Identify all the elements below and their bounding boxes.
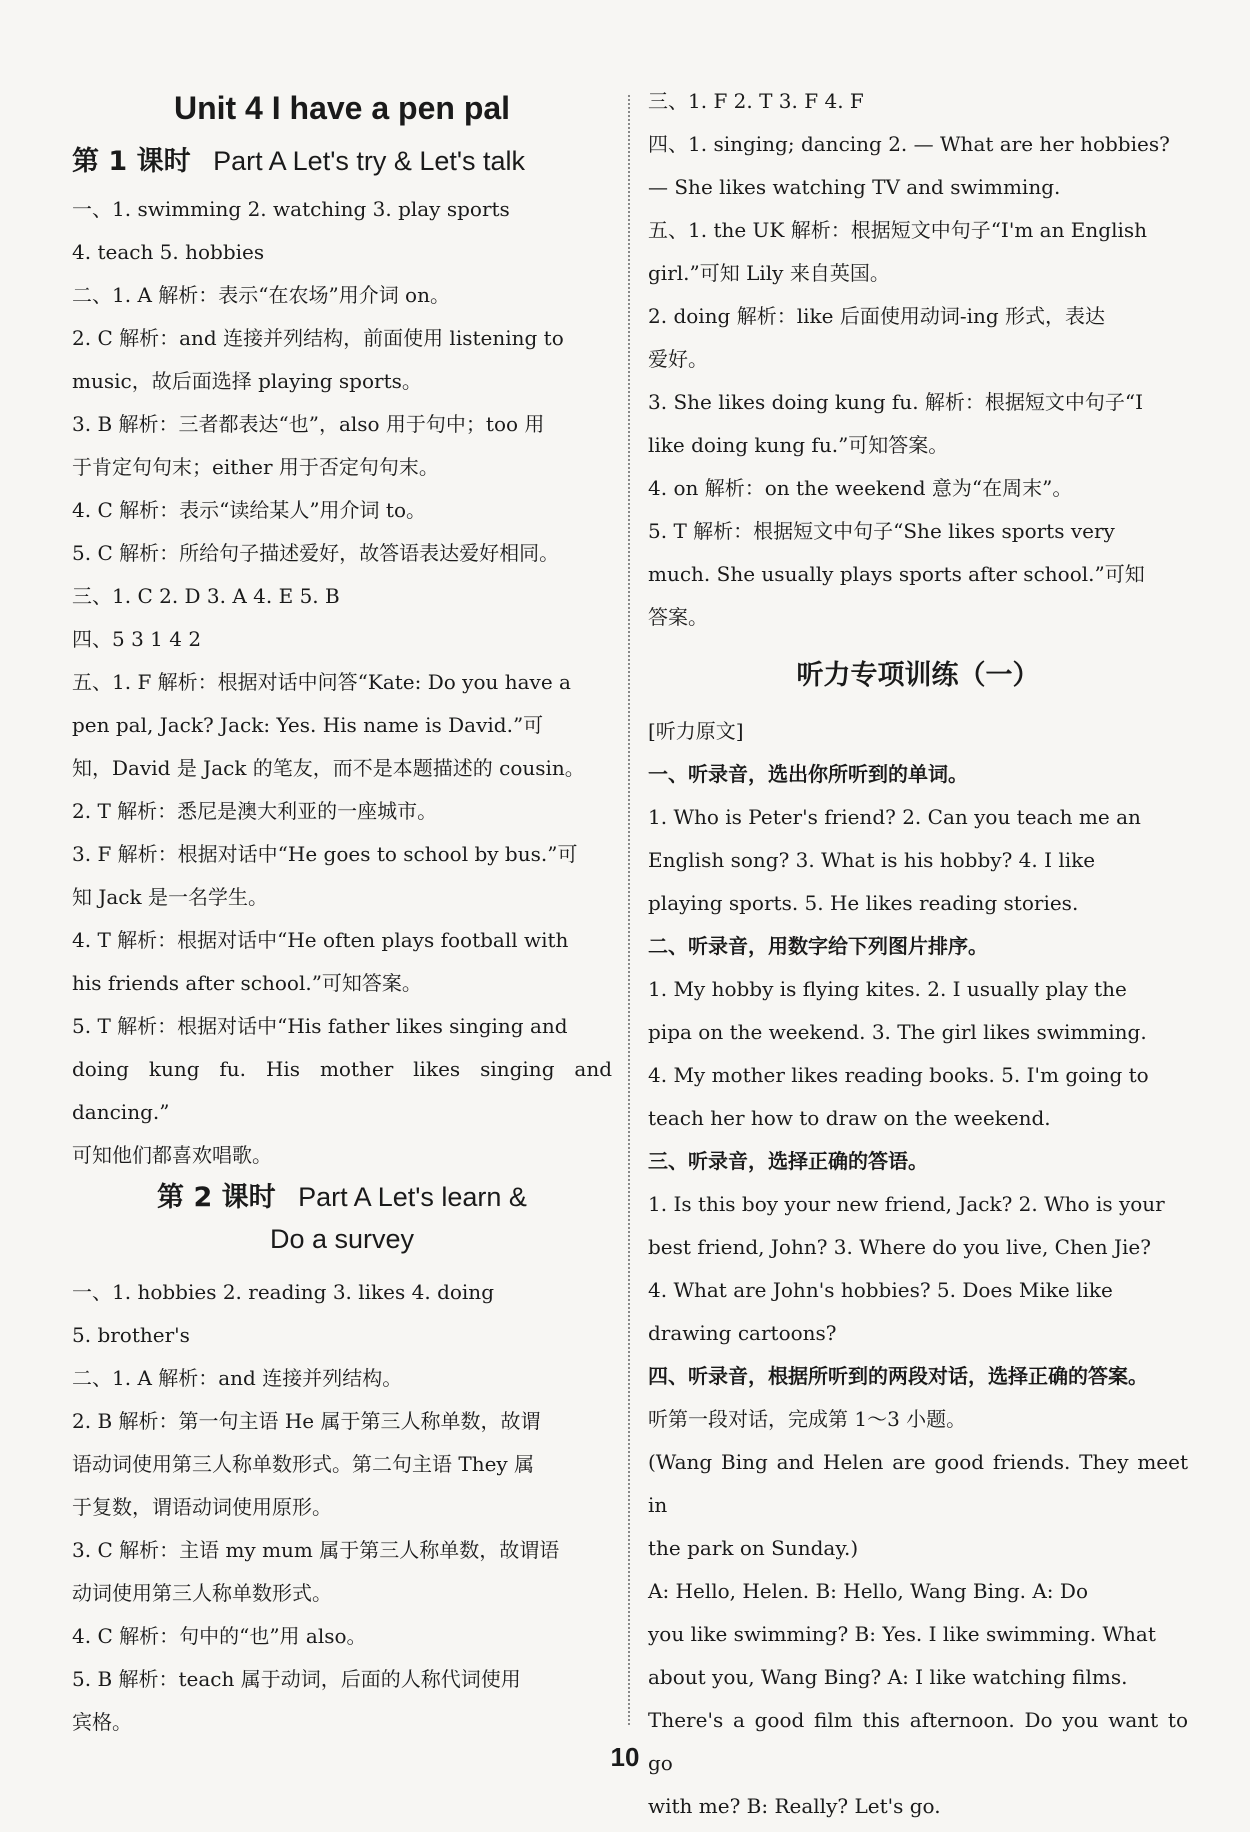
- answer-line: teach her how to draw on the weekend.: [648, 1106, 1051, 1130]
- answer-line: 3. F 解析：根据对话中“He goes to school by bus.”可: [72, 842, 578, 866]
- right-column: [648, 80, 1188, 1828]
- lesson-title: [72, 1177, 612, 1261]
- right-column-body: [648, 80, 1188, 1828]
- left-column: [72, 80, 612, 1744]
- answer-line: 4. T 解析：根据对话中“He often plays football with: [72, 928, 569, 952]
- answer-line: (Wang Bing and Helen are good friends. They meet in: [648, 1450, 1188, 1517]
- answer-line: 于复数，谓语动词使用原形。: [72, 1494, 332, 1519]
- unit-title: Unit 4 I have a pen pal: [173, 90, 511, 126]
- answer-line: his friends after school.”可知答案。: [72, 971, 422, 995]
- left-column-body: [72, 139, 612, 1744]
- answer-line: pipa on the weekend. 3. The girl likes swimming.: [648, 1020, 1147, 1044]
- answer-line: music，故后面选择 playing sports。: [72, 369, 422, 393]
- answer-line: 2. C 解析：and 连接并列结构，前面使用 listening to: [72, 326, 564, 350]
- answer-line: 5. T 解析：根据短文中句子“She likes sports very: [648, 519, 1115, 543]
- answer-line: much. She usually plays sports after school.”可知: [648, 562, 1145, 586]
- answer-line: you like swimming? B: Yes. I like swimming. What: [648, 1622, 1156, 1646]
- section-title: 听力专项训练（一）: [796, 660, 1040, 691]
- answer-line: 五、1. F 解析：根据对话中问答“Kate: Do you have a: [72, 670, 571, 694]
- lesson-number: 第 1 课时: [72, 146, 191, 177]
- answer-line: 二、1. A 解析：and 连接并列结构。: [72, 1365, 403, 1390]
- answer-line: 1. Who is Peter's friend? 2. Can you teach me an: [648, 805, 1141, 829]
- lesson-part: Part A Let's try & Let's talk: [213, 146, 526, 176]
- answer-line: 2. doing 解析：like 后面使用动词-ing 形式，表达: [648, 304, 1106, 328]
- answer-line: like doing kung fu.”可知答案。: [648, 433, 949, 457]
- answer-line: about you, Wang Bing? A: I like watching films.: [648, 1665, 1128, 1689]
- answer-line: 一、1. swimming 2. watching 3. play sports: [72, 197, 510, 221]
- answer-line: 5. C 解析：所给句子描述爱好，故答语表达爱好相同。: [72, 541, 560, 565]
- answer-line: 5. T 解析：根据对话中“His father likes singing and: [72, 1014, 568, 1038]
- answer-line: 听第一段对话，完成第 1～3 小题。: [648, 1407, 967, 1431]
- answer-line: 4. on 解析：on the weekend 意为“在周末”。: [648, 476, 1073, 500]
- answer-line: 四、1. singing; dancing 2. — What are her hobbies?: [648, 132, 1170, 156]
- answer-line: There's a good film this afternoon. Do you want to go: [648, 1708, 1188, 1775]
- answer-line: 宾格。: [72, 1709, 132, 1734]
- answer-line: [听力原文]: [648, 719, 744, 743]
- answer-line: best friend, John? 3. Where do you live, Chen Jie?: [648, 1235, 1151, 1259]
- answer-line: 于肯定句句末；either 用于否定句句末。: [72, 455, 439, 479]
- answer-line: 4. C 解析：表示“读给某人”用介词 to。: [72, 498, 426, 522]
- question-heading: 二、听录音，用数字给下列图片排序。: [648, 934, 988, 958]
- answer-line: 一、1. hobbies 2. reading 3. likes 4. doing: [72, 1279, 494, 1304]
- answer-line: playing sports. 5. He likes reading stories.: [648, 891, 1079, 915]
- answer-line: with me? B: Really? Let's go.: [648, 1794, 941, 1818]
- answer-line: 二、1. A 解析：表示“在农场”用介词 on。: [72, 283, 450, 307]
- answer-line: 爱好。: [648, 347, 708, 371]
- answer-line: 语动词使用第三人称单数形式。第二句主语 They 属: [72, 1451, 535, 1476]
- answer-line: 5. brother's: [72, 1322, 190, 1347]
- answer-line: 知 Jack 是一名学生。: [72, 885, 268, 909]
- answer-line: 三、1. F 2. T 3. F 4. F: [648, 89, 864, 113]
- answer-line: 可知他们都喜欢唱歌。: [72, 1143, 272, 1167]
- answer-line: doing kung fu. His mother likes singing and dancing.”: [72, 1057, 612, 1124]
- answer-line: 2. B 解析：第一句主语 He 属于第三人称单数，故谓: [72, 1408, 541, 1433]
- answer-line: 答案。: [648, 605, 708, 629]
- page-number: 10: [610, 1742, 640, 1772]
- lesson-part-cont: Do a survey: [269, 1223, 415, 1254]
- answer-line: 3. B 解析：三者都表达“也”，also 用于句中；too 用: [72, 412, 545, 436]
- question-heading: 四、听录音，根据所听到的两段对话，选择正确的答案。: [648, 1364, 1148, 1388]
- column-divider: [628, 95, 630, 1725]
- answer-line: 4. What are John's hobbies? 5. Does Mike like: [648, 1278, 1113, 1302]
- answer-line: the park on Sunday.): [648, 1536, 859, 1560]
- answer-line: 动词使用第三人称单数形式。: [72, 1580, 332, 1605]
- answer-line: 4. teach 5. hobbies: [72, 240, 265, 264]
- answer-line: 四、5 3 1 4 2: [72, 627, 202, 651]
- answer-line: 3. C 解析：主语 my mum 属于第三人称单数，故谓语: [72, 1537, 560, 1562]
- answer-line: 4. C 解析：句中的“也”用 also。: [72, 1623, 367, 1648]
- answer-line: A: Hello, Helen. B: Hello, Wang Bing. A: Do: [648, 1579, 1088, 1603]
- answer-line: — She likes watching TV and swimming.: [648, 175, 1061, 199]
- question-heading: 一、听录音，选出你所听到的单词。: [648, 762, 968, 786]
- answer-line: 3. She likes doing kung fu. 解析：根据短文中句子“I: [648, 390, 1144, 414]
- answer-line: drawing cartoons?: [648, 1321, 837, 1345]
- lesson-title: [72, 139, 612, 178]
- lesson-number: 第 2 课时: [157, 1182, 276, 1213]
- answer-line: 1. My hobby is flying kites. 2. I usually play the: [648, 977, 1127, 1001]
- answer-line: 4. My mother likes reading books. 5. I'm going to: [648, 1063, 1149, 1087]
- lesson-part: Part A Let's learn &: [298, 1182, 527, 1212]
- answer-line: 知，David 是 Jack 的笔友，而不是本题描述的 cousin。: [72, 756, 585, 780]
- answer-line: girl.”可知 Lily 来自英国。: [648, 261, 890, 285]
- answer-line: 2. T 解析：悉尼是澳大利亚的一座城市。: [72, 799, 438, 823]
- answer-line: pen pal, Jack? Jack: Yes. His name is David.”可: [72, 713, 544, 737]
- answer-line: 五、1. the UK 解析：根据短文中句子“I'm an English: [648, 218, 1148, 242]
- answer-line: English song? 3. What is his hobby? 4. I like: [648, 848, 1096, 872]
- answer-line: 三、1. C 2. D 3. A 4. E 5. B: [72, 584, 340, 608]
- answer-line: 1. Is this boy your new friend, Jack? 2. Who is your: [648, 1192, 1165, 1216]
- answer-line: 5. B 解析：teach 属于动词，后面的人称代词使用: [72, 1666, 521, 1691]
- question-heading: 三、听录音，选择正确的答语。: [648, 1149, 928, 1173]
